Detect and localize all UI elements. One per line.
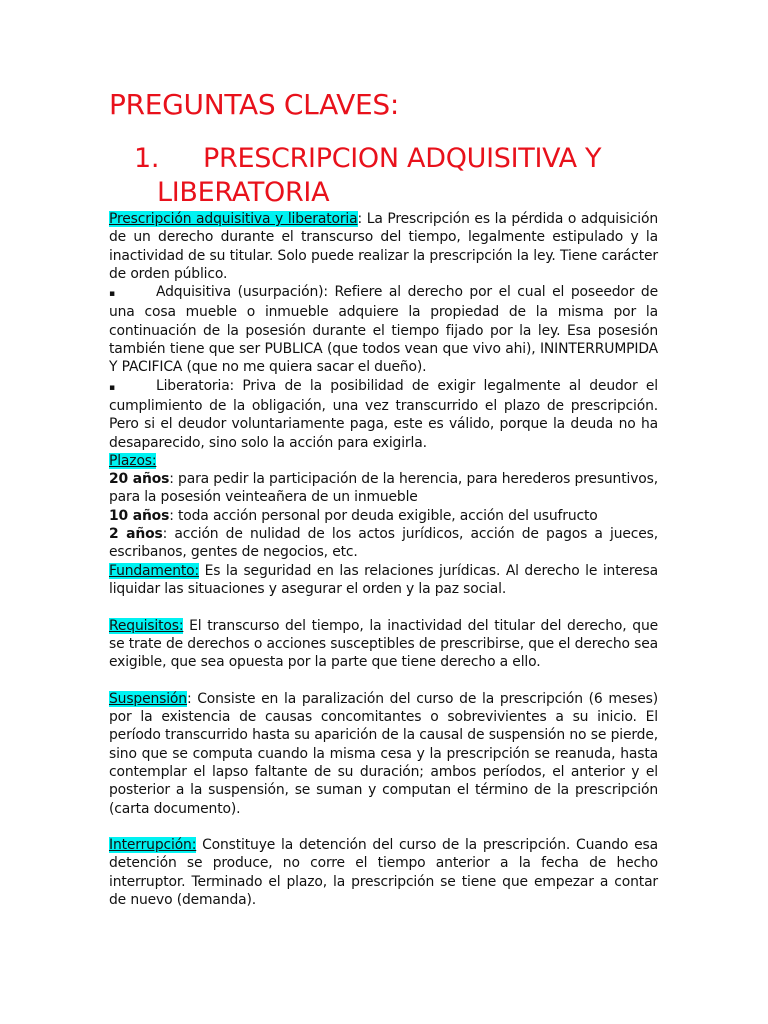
bullet-adquisitiva — [109, 283, 658, 376]
intro-paragraph — [109, 210, 658, 283]
section-heading-cont — [109, 176, 658, 210]
requisitos-text: El transcurso del tiempo, la inactividad del titular del derecho, que se trate de derechos o acciones susceptibles de prescribirse, que el derecho sea exigible, que sea opuesta por la parte que tiene derecho a ello. — [109, 617, 658, 671]
plazos-label: Plazos: — [109, 452, 157, 469]
plazo-duration: 10 años — [109, 507, 170, 524]
interrupcion-label: Interrupción: — [109, 837, 197, 854]
intro-text: : La Prescripción es la pérdida o adquisición de un derecho durante el transcurso del tiempo, legalmente estipulado y la inactividad de su titular. Solo puede realizar la prescripción la ley. Tiene carácter de orden público. — [109, 211, 658, 282]
plazo-text: : toda acción personal por deuda exigible, acción del usufructo — [169, 507, 598, 524]
page-title: PREGUNTAS CLAVES: — [109, 88, 400, 121]
requisitos-label: Requisitos: — [109, 617, 184, 634]
spacer — [109, 598, 658, 616]
plazo-item — [109, 525, 658, 562]
section-title-line2: LIBERATORIA — [157, 177, 330, 208]
bullet-text: Adquisitiva (usurpación): Refiere al derecho por el cual el poseedor de una cosa mueble o inmueble adquiere la propiedad de la misma por la continuación de la posesión durante el tiempo fijado por la ley. Esa posesión también tiene que ser PUBLICA (que todos vean que vivo ahi), ININTERRUMPIDA Y PACIFICA (que no me quiera sacar el dueño). — [109, 284, 658, 376]
spacer — [109, 671, 658, 689]
spacer — [109, 818, 658, 836]
suspension-text: : Consiste en la paralización del curso de la prescripción (6 meses) por la existencia de causas concomitantes o sobrevivientes a su inicio. El período transcurrido hasta su aparición de la causal de suspensión no se pierde, sino que se computa cuando la misma cesa y la prescripción se reanuda, hasta contemplar el lapso faltante de su duración; ambos períodos, el anterior y el posterior a la suspensión, se suman y computan el término de la prescripción (carta documento). — [109, 690, 658, 817]
requisitos-paragraph — [109, 617, 658, 672]
suspension-paragraph — [109, 690, 658, 818]
section-number: 1. — [134, 143, 160, 174]
plazo-duration: 20 años — [109, 471, 170, 488]
bullet-marker: ▪ — [109, 382, 115, 393]
section-heading — [109, 142, 658, 176]
interrupcion-text: Constituye la detención del curso de la prescripción. Cuando esa detención se produce, no corre el tiempo anterior a la fecha de hecho interruptor. Terminado el plazo, la prescripción se tiene que empezar a contar de nuevo (demanda). — [109, 837, 658, 908]
fundamento-paragraph — [109, 562, 658, 599]
suspension-label: Suspensión — [109, 690, 187, 707]
plazo-duration: 2 años — [109, 526, 163, 543]
plazo-text: : acción de nulidad de los actos jurídicos, acción de pagos a jueces, escribanos, gentes de negocios, etc. — [109, 526, 658, 561]
intro-term: Prescripción adquisitiva y liberatoria — [109, 211, 358, 227]
plazo-item — [109, 470, 658, 507]
bullet-liberatoria — [109, 377, 658, 452]
section-title-line1: PRESCRIPCION ADQUISITIVA Y — [203, 143, 602, 174]
fundamento-label: Fundamento: — [109, 562, 200, 579]
fundamento-text: Es la seguridad en las relaciones jurídicas. Al derecho le interesa liquidar las situaciones y asegurar el orden y la paz social. — [109, 562, 658, 597]
bullet-marker: ▪ — [109, 289, 115, 300]
plazo-item — [109, 507, 658, 525]
plazos-label-paragraph — [109, 452, 658, 470]
interrupcion-paragraph — [109, 836, 658, 909]
bullet-text: Liberatoria: Priva de la posibilidad de exigir legalmente al deudor el cumplimiento de la obligación, una vez transcurrido el plazo de prescripción. Pero si el deudor voluntariamente paga, este es válido, porque la deuda no ha desaparecido, sino solo la acción para exigirla. — [109, 377, 658, 451]
plazo-text: : para pedir la participación de la herencia, para herederos presuntivos, para la posesión veinteañera de un inmueble — [109, 471, 658, 506]
document-page — [109, 88, 658, 909]
